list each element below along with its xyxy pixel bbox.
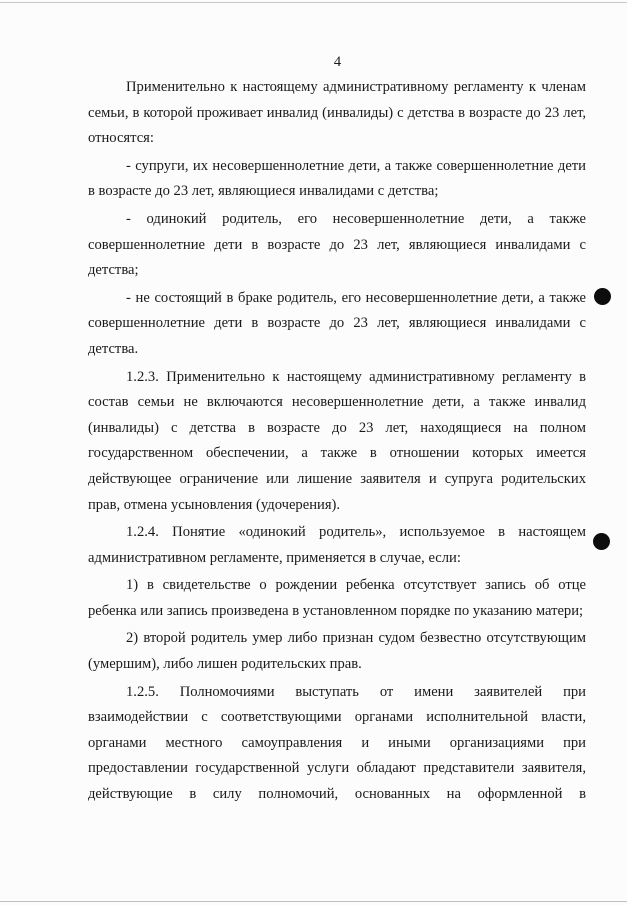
scan-top-edge: [0, 2, 627, 3]
paragraph-condition-2: 2) второй родитель умер либо признан судом безвестно отсутствующим (умершим), либо лишен родительских прав.: [88, 630, 586, 673]
paragraph-spouses: - супруги, их несовершеннолетние дети, а также совершеннолетние дети в возрасте до 23 лет, являющиеся инвалидами с детства;: [88, 157, 586, 200]
paragraph-1-2-4: 1.2.4. Понятие «одинокий родитель», используемое в настоящем административном регламенте, применяется в случае, если:: [88, 524, 586, 566]
paragraph-condition-1: 1) в свидетельстве о рождении ребенка отсутствует запись об отце ребенка или запись произведена в установленном порядке по указанию матери;: [88, 577, 586, 619]
paragraph-1-2-5: 1.2.5. Полномочиями выступать от имени заявителей при взаимодействии с соответствующими органами исполнительной власти, органами местного самоуправления и иными организациями при предоставлении государственной услуги обладают представители заявителя, действующие в силу полномочий, основанных на оформленной в: [88, 683, 586, 803]
paragraph-unmarried-parent: - не состоящий в браке родитель, его несовершеннолетние дети, а также совершеннолетние дети в возрасте до 23 лет, являющиеся инвалидами с детства.: [88, 289, 586, 357]
page-number: 4: [333, 54, 342, 70]
punch-hole-upper: [594, 288, 611, 305]
document-body: [88, 75, 586, 808]
paragraph-single-parent: - одинокий родитель, его несовершеннолетние дети, а также совершеннолетние дети в возрасте до 23 лет, являющиеся инвалидами с детства;: [88, 210, 586, 279]
punch-hole-lower: [593, 533, 610, 550]
scan-bottom-edge: [0, 901, 627, 902]
paragraph-1-2-3: 1.2.3. Применительно к настоящему административному регламенту в состав семьи не включаются несовершеннолетние дети, а также инвалид (инвалиды) с детства в возрасте до 23 лет, находящиеся на полном государственном обеспечении, а также в отношении которых имеется действующее ограничение или лишение заявителя и супруга родительских прав, отмена усыновления (удочерения).: [88, 368, 586, 513]
paragraph-family-members-intro: Применительно к настоящему административному регламенту к членам семьи, в которой проживает инвалид (инвалиды) с детства в возрасте до 23 лет, относятся:: [88, 79, 586, 147]
